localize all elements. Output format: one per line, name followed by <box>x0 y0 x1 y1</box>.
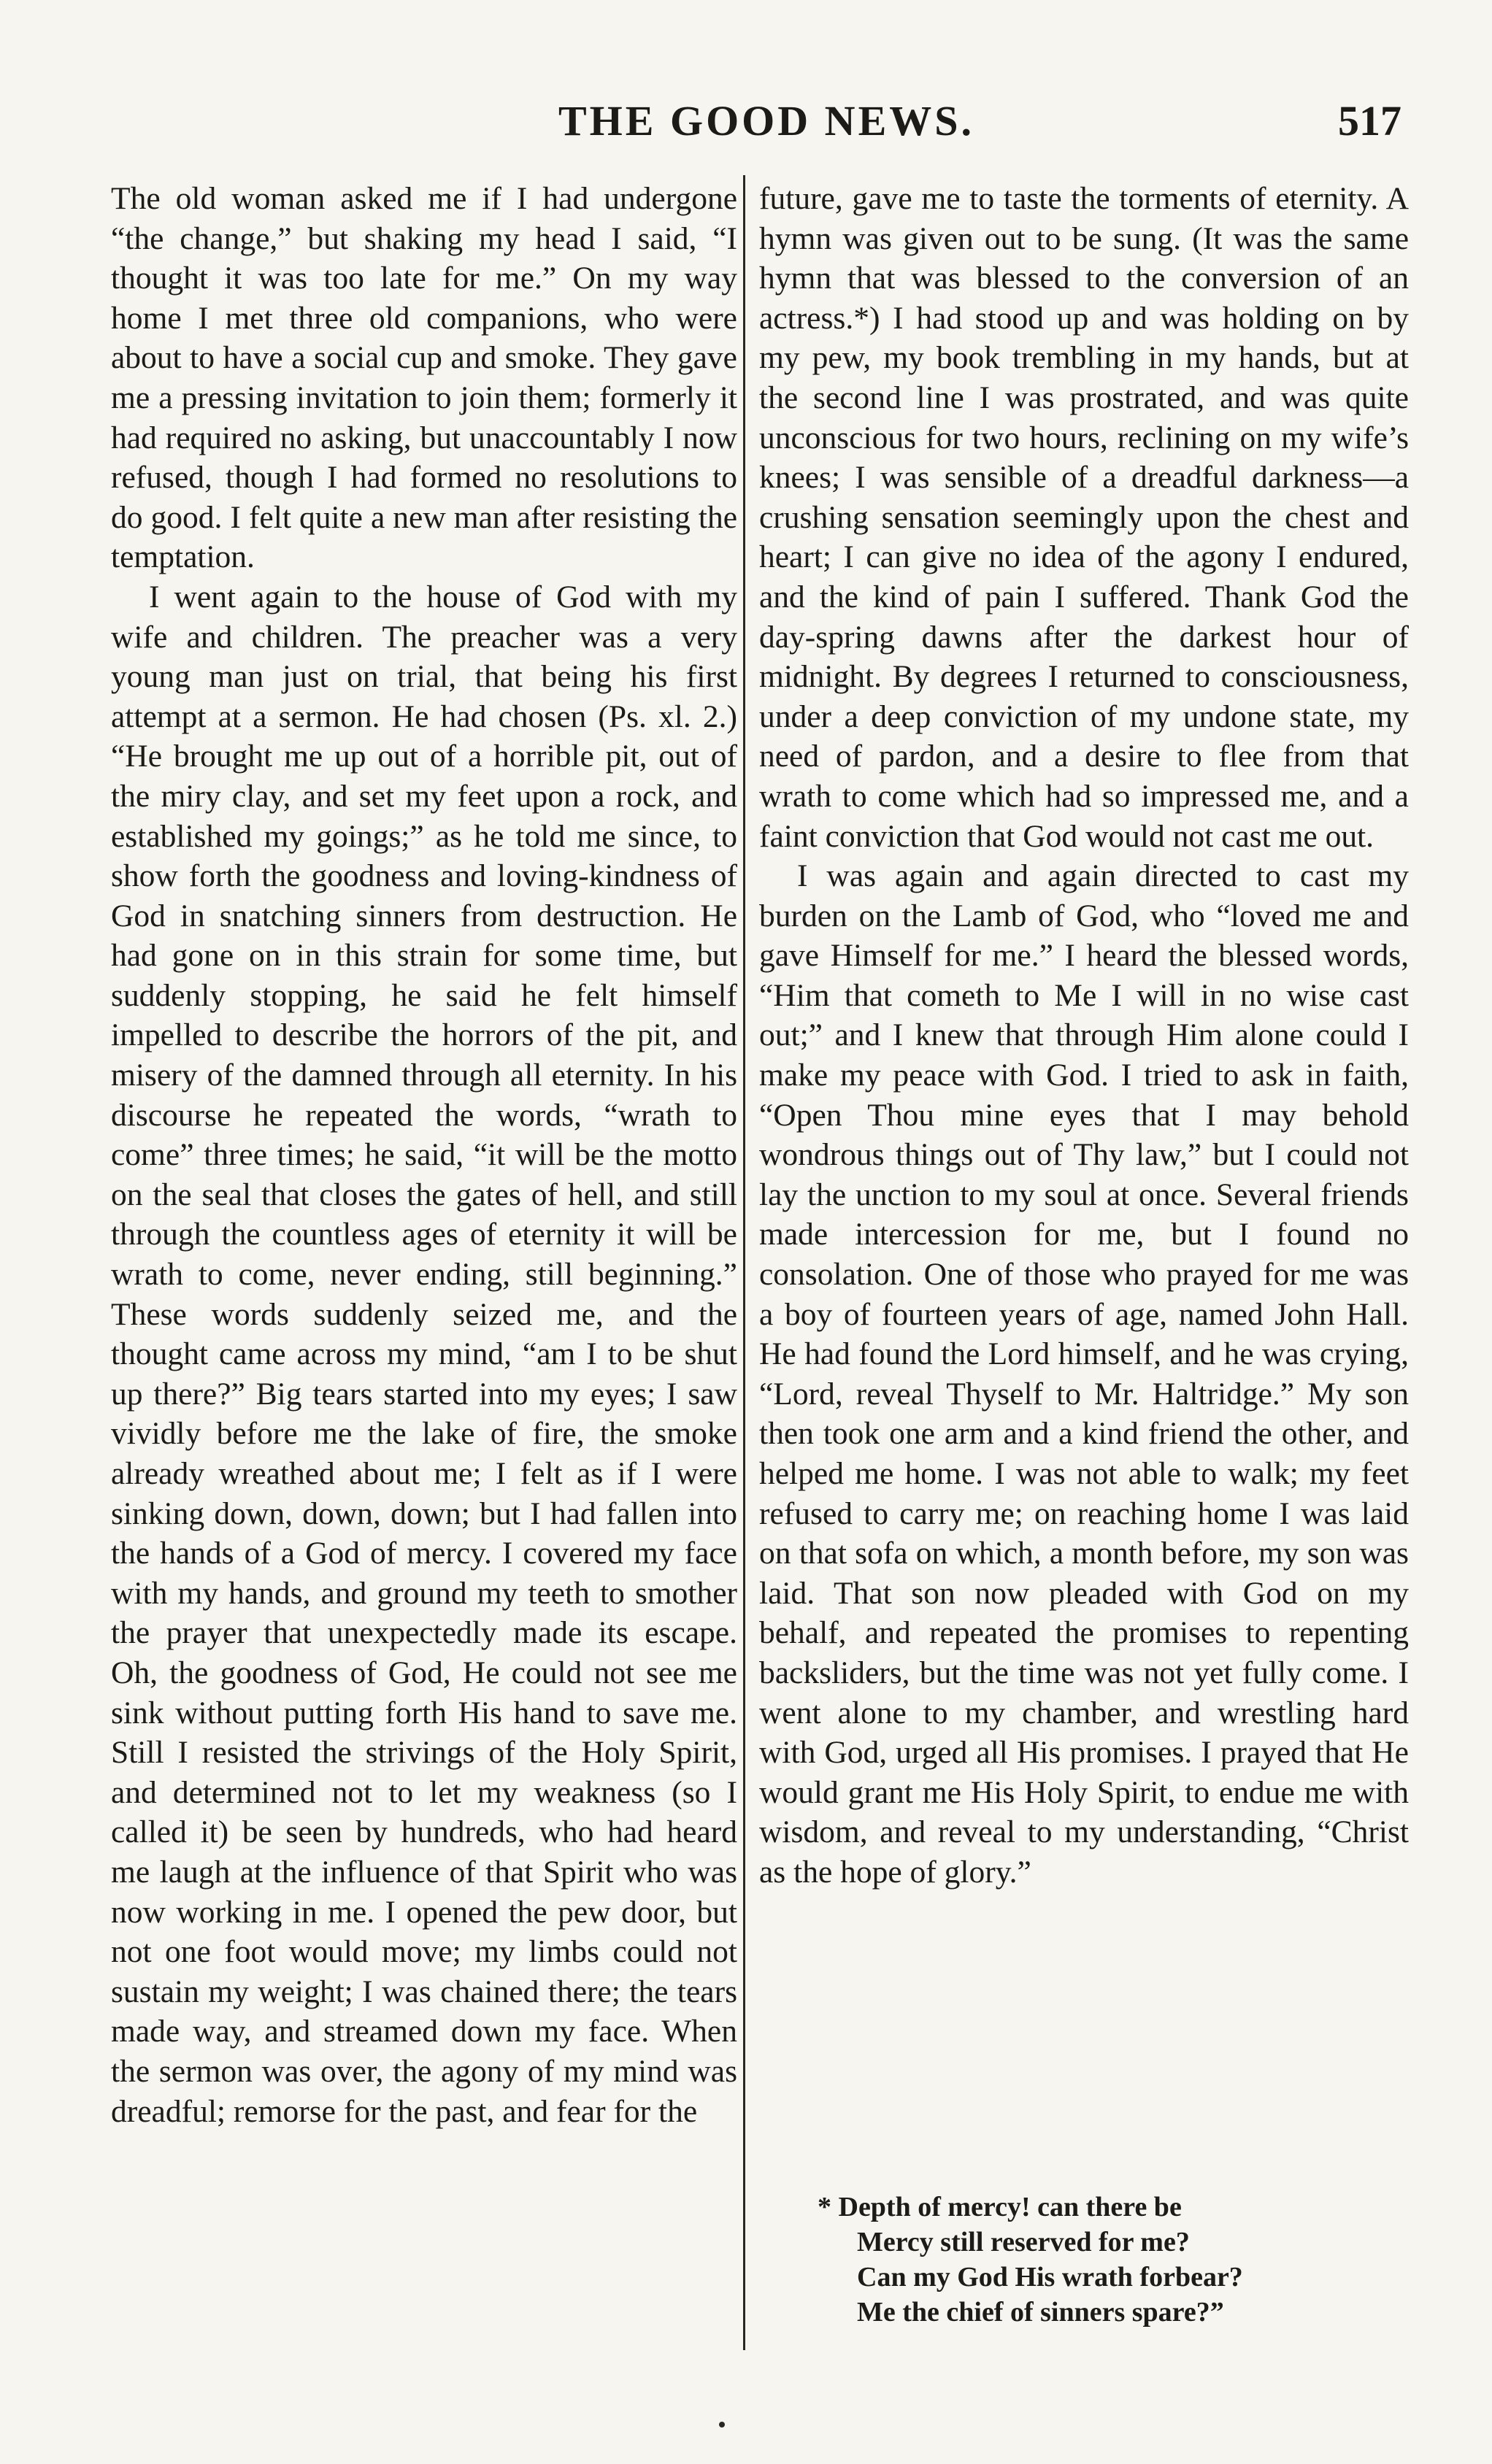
right-paragraph-2: I was again and again directed to cast my burden on the Lamb of God, who “loved me and gave Himself for me.” I heard the blessed words, “Him that cometh to Me I will in no wise cast out;” and I knew that through Him alone could I make my peace with God. I tried to ask in faith, “Open Thou mine eyes that I may behold wondrous things out of Thy law,” but I could not lay the unction to my soul at once. Several friends made intercession for me, but I found no consolation. One of those who prayed for me was a boy of fourteen years of age, named John Hall. He had found the Lord himself, and he was crying, “Lord, reveal Thyself to Mr. Haltridge.” My son then took one arm and a kind friend the other, and helped me home. I was not able to walk; my feet refused to carry me; on reaching home I was laid on that sofa on which, a month before, my son was laid. That son now pleaded with God on my behalf, and repeated the promises to repenting backsliders, but the time was not yet fully come. I went alone to my chamber, and wrestling hard with God, urged all His promises. I prayed that He would grant me His Holy Spirit, to endue me with wisdom, and reveal to my understanding, “Christ as the hope of glory.” <box>759 858 1409 1890</box>
page-number: 517 <box>1338 97 1401 145</box>
right-paragraph-1: future, gave me to taste the torments of eternity. A hymn was given out to be sung. (It was the same hymn that was blessed to the conversion of an actress.*) I had stood up and was holding on by my pew, my book trembling in my hands, but at the second line I was prostrated, and was quite unconscious for two hours, reclining on my wife’s knees; I was sensible of a dreadful darkness—a crushing sensation seemingly upon the chest and heart; I can give no idea of the agony I endured, and the kind of pain I suffered. Thank God the day-spring dawns after the darkest hour of midnight. By degrees I returned to consciousness, under a deep conviction of my undone state, my need of pardon, and a desire to flee from that wrath to come which had so impressed me, and a faint conviction that God would not cast me out. <box>759 181 1409 854</box>
footnote-line-4: Me the chief of sinners spare?” <box>857 2297 1224 2328</box>
footnote-line-3: Can my God His wrath forbear? <box>857 2262 1243 2292</box>
running-title: THE GOOD NEWS. <box>558 97 975 145</box>
footnote-hymn <box>818 2190 1372 2330</box>
left-column <box>111 179 737 2131</box>
right-column <box>759 179 1409 1893</box>
page-header <box>117 96 1416 155</box>
column-divider <box>743 175 745 2350</box>
left-paragraph-1: The old woman asked me if I had undergone “the change,” but shaking my head I said, “I thought it was too late for me.” On my way home I met three old companions, who were about to have a social cup and smoke. They gave me a pressing invitation to join them; formerly it had required no asking, but unaccountably I now refused, though I had formed no resolutions to do good. I felt quite a new man after resisting the temptation. <box>111 181 737 575</box>
left-paragraph-2: I went again to the house of God with my wife and children. The preacher was a very young man just on trial, that being his first attempt at a sermon. He had chosen (Ps. xl. 2.) “He brought me up out of a horrible pit, out of the miry clay, and set my feet upon a rock, and established my goings;” as he told me since, to show forth the goodness and loving-kindness of God in snatching sinners from destruction. He had gone on in this strain for some time, but suddenly stopping, he said he felt himself impelled to describe the horrors of the pit, and misery of the damned through all eternity. In his discourse he repeated the words, “wrath to come” three times; he said, “it will be the motto on the seal that closes the gates of hell, and still through the countless ages of eternity it will be wrath to come, never ending, still beginning.” These words suddenly seized me, and the thought came across my mind, “am I to be shut up there?” Big tears started into my eyes; I saw vividly before me the lake of fire, the smoke already wreathed about me; I felt as if I were sinking down, down, down; but I had fallen into the hands of a God of mercy. I covered my face with my hands, and ground my teeth to smother the prayer that unexpectedly made its escape. Oh, the goodness of God, He could not see me sink without putting forth His hand to save me. Still I resisted the strivings of the Holy Spirit, and determined not to let my weakness (so I called it) be seen by hundreds, who had heard me laugh at the influence of that Spirit who was now working in me. I opened the pew door, but not one foot would move; my limbs could not sustain my weight; I was chained there; the tears made way, and streamed down my face. When the sermon was over, the agony of my mind was dreadful; remorse for the past, and fear for the <box>111 579 737 2129</box>
ink-mark <box>719 2422 725 2428</box>
footnote-line-2: Mercy still reserved for me? <box>857 2227 1190 2257</box>
footnote-line-1: * Depth of mercy! can there be <box>818 2192 1182 2222</box>
